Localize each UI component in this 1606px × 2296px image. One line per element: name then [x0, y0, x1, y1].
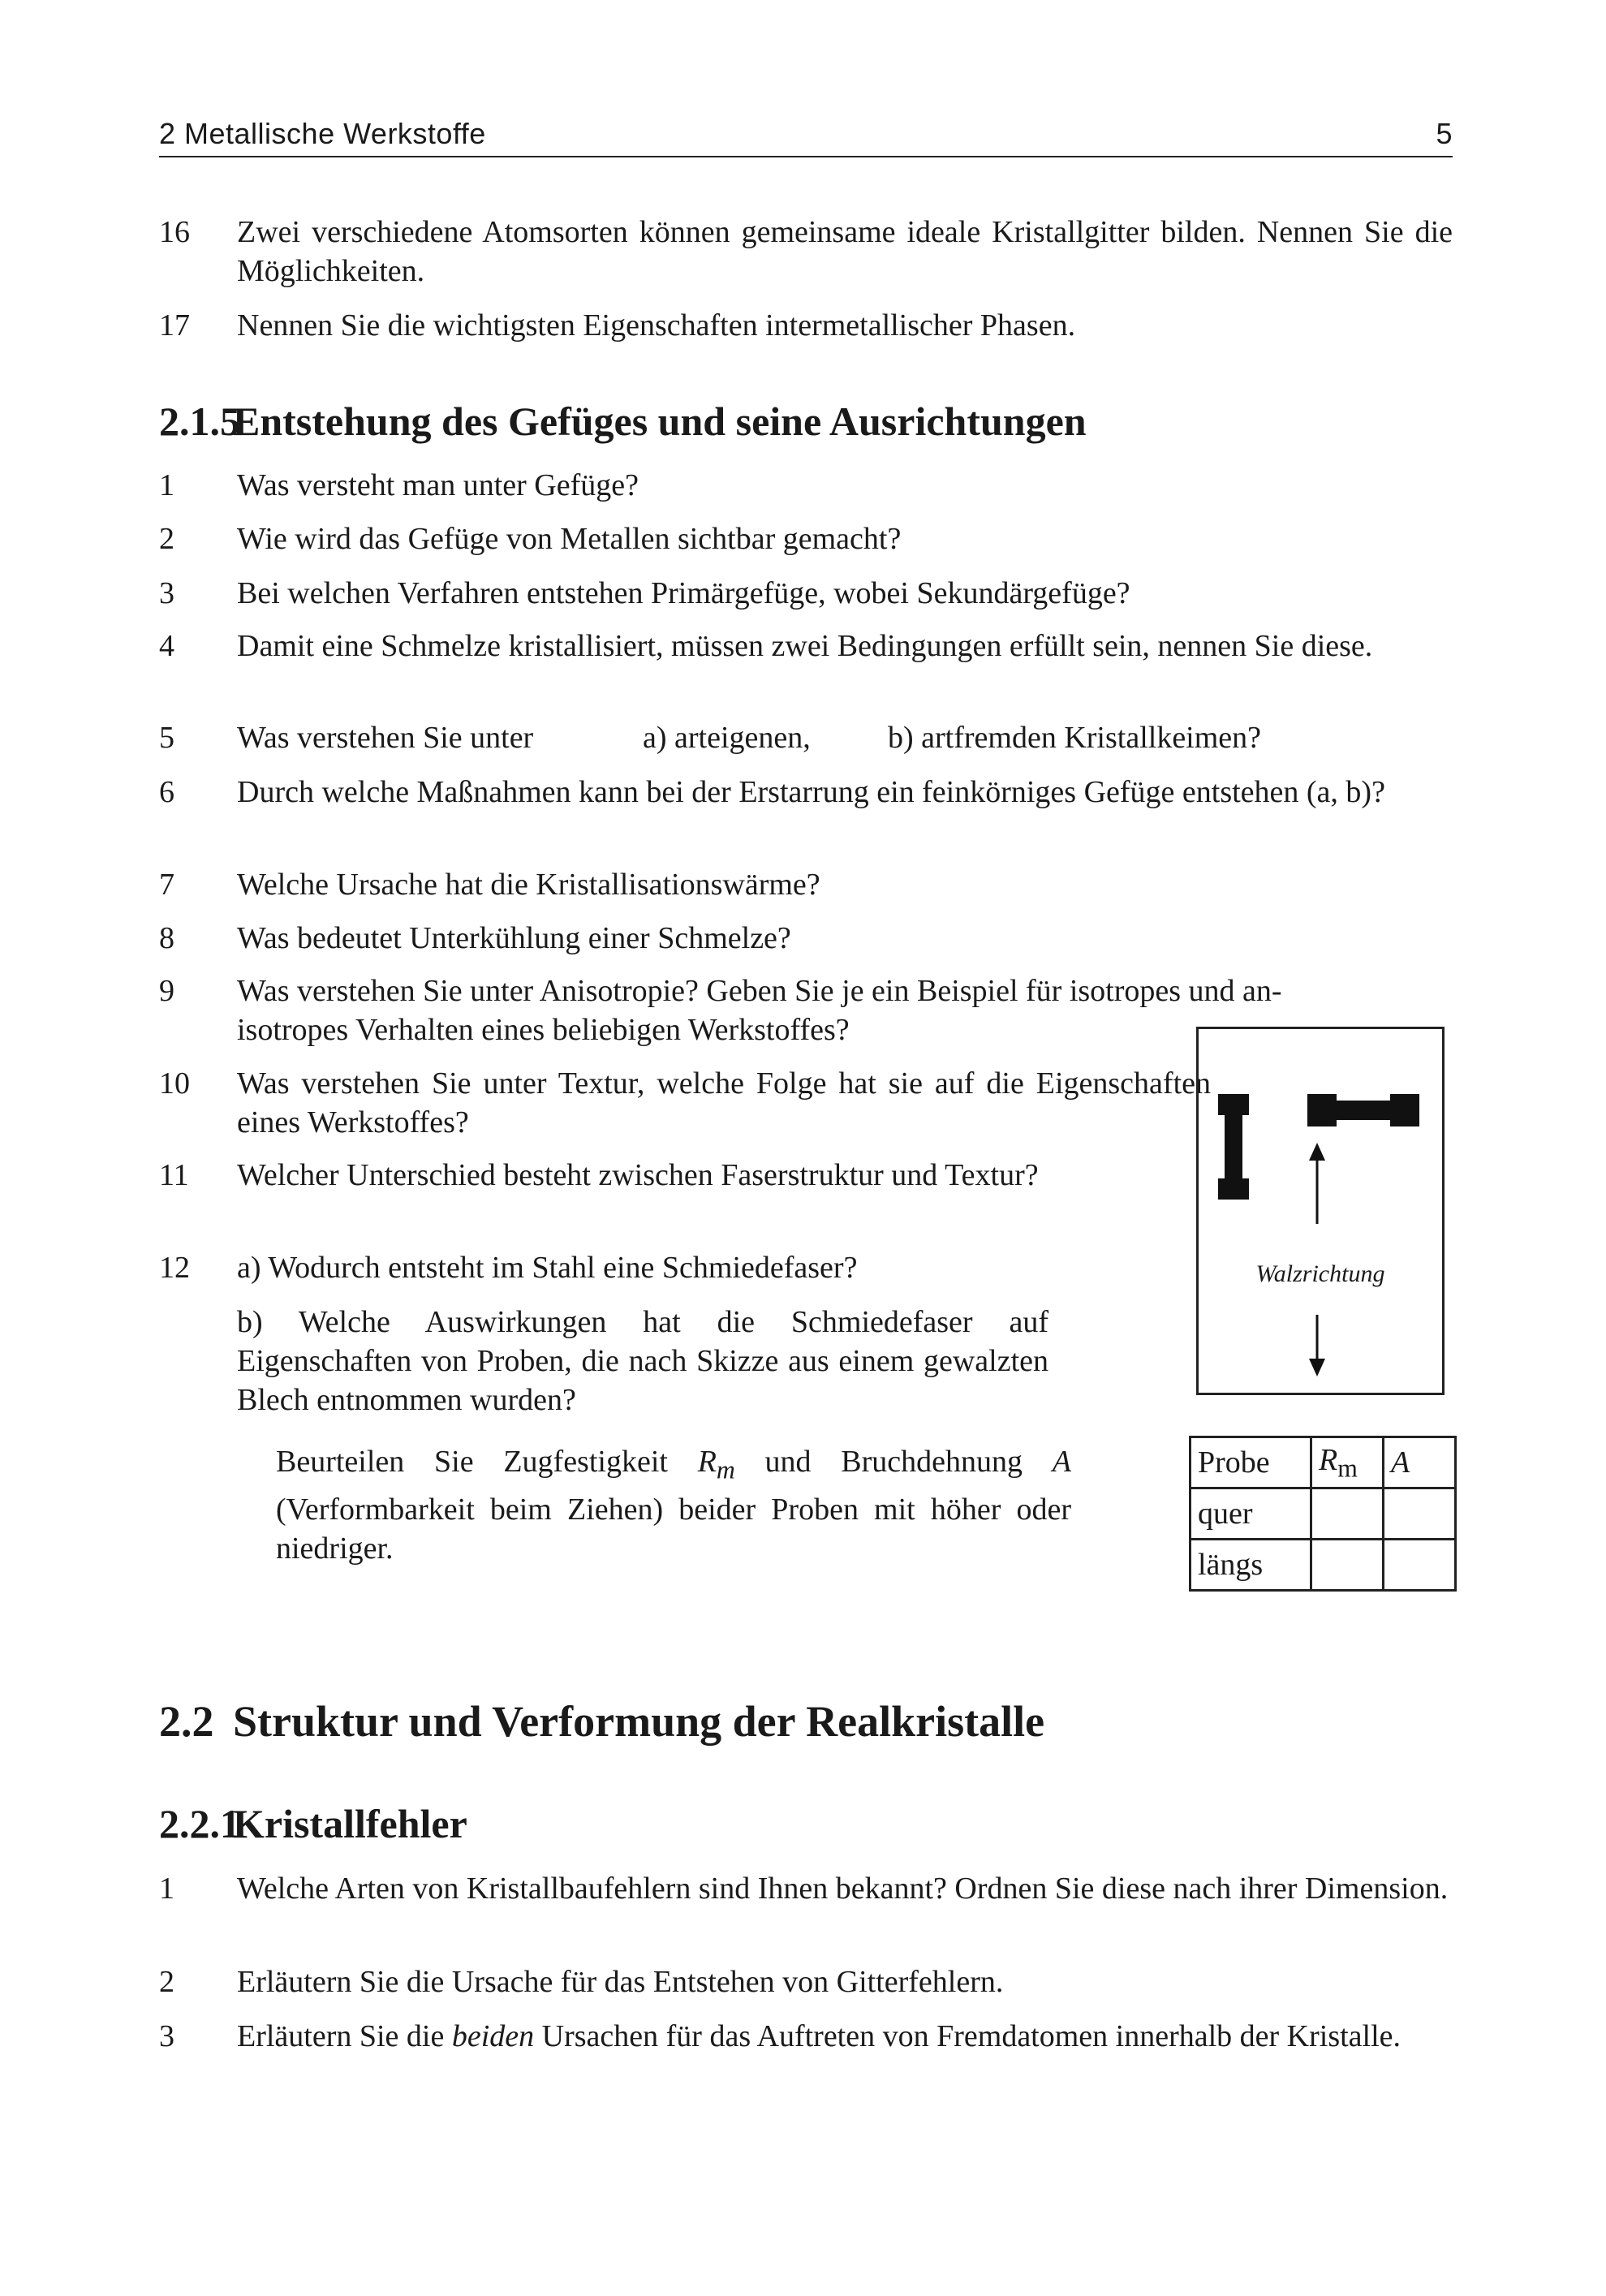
- question-12-b: [237, 1303, 1048, 1419]
- question-text-continued: isotropes Verhalten eines beliebigen Werkstoffes?: [237, 1013, 850, 1047]
- a-symbol: A: [1052, 1445, 1071, 1479]
- section-title: Entstehung des Gefüges und seine Ausrichtungen: [233, 398, 1087, 444]
- section-heading-2-1-5: [159, 398, 1087, 445]
- question-text: Welcher Unterschied besteht zwischen Faserstruktur und Textur?: [237, 1158, 1039, 1192]
- rolling-direction-sketch: [1196, 1027, 1445, 1395]
- question-number: 8: [159, 921, 174, 955]
- question-text: Durch welche Maßnahmen kann bei der Erstarrung ein feinkörniges Gefüge entstehen (a, b)?: [237, 775, 1385, 809]
- question-number: 16: [159, 215, 190, 249]
- arrow-down-icon: [1309, 1359, 1325, 1376]
- question-text: Bei welchen Verfahren entstehen Primärgefüge, wobei Sekundärgefüge?: [237, 576, 1130, 610]
- rm-subscript: m: [1337, 1454, 1358, 1483]
- question-text: Welche Arten von Kristallbaufehlern sind Ihnen bekannt? Ordnen Sie diese nach ihrer Dimension.: [237, 1872, 1449, 1906]
- question-text: Was versteht man unter Gefüge?: [237, 468, 639, 502]
- emphasis: beiden: [451, 2019, 535, 2053]
- question-item: [159, 773, 1453, 851]
- question-12-b-text: b) Welche Auswirkungen hat die Schmiedefaser auf Eigenschaften von Proben, die nach Skizze aus einem gewalzten Blech entnommen wurden?: [237, 1305, 1048, 1417]
- question-number: 2: [159, 1965, 174, 1999]
- question-number: 1: [159, 468, 174, 502]
- vertical-specimen-icon: [1218, 1094, 1249, 1200]
- rm-symbol: R: [1319, 1442, 1338, 1477]
- instruction-text: und Bruchdehnung: [734, 1445, 1053, 1479]
- text-segment: Ursachen für das Auftreten von Fremdatomen innerhalb der Kristalle.: [534, 2019, 1401, 2053]
- question-text: Damit eine Schmelze kristallisiert, müssen zwei Bedingungen erfüllt sein, nennen Sie diese.: [237, 629, 1373, 663]
- chapter-title: 2 Metallische Werkstoffe: [159, 117, 486, 150]
- section-number: 2.2: [159, 1697, 214, 1746]
- question-item: [159, 627, 1453, 704]
- question-text: Nennen Sie die wichtigsten Eigenschaften intermetallischer Phasen.: [237, 308, 1076, 342]
- question-number: 9: [159, 974, 174, 1008]
- question-number: 12: [159, 1251, 190, 1285]
- question-number: 1: [159, 1872, 174, 1906]
- arrow-up-icon: [1309, 1143, 1325, 1161]
- row-label-quer: quer: [1191, 1488, 1311, 1540]
- question-item: [159, 718, 1453, 757]
- instruction-text: Beurteilen Sie Zugfestigkeit: [276, 1445, 698, 1479]
- table-row: [1191, 1540, 1456, 1591]
- cell-quer-rm[interactable]: [1311, 1488, 1384, 1540]
- question-text: Was verstehen Sie unter Anisotropie? Geben Sie je ein Beispiel für isotropes und an-: [237, 974, 1282, 1008]
- question-item: [159, 1962, 1453, 2001]
- question-item: [159, 2017, 1453, 2095]
- question-text: Was verstehen Sie unter Textur, welche Folge hat sie auf die Eigenschaften eines Werkstoffes?: [237, 1066, 1211, 1139]
- horizontal-specimen-icon: [1307, 1094, 1419, 1126]
- question-12-instruction: [276, 1442, 1071, 1568]
- cell-laengs-rm[interactable]: [1311, 1540, 1384, 1591]
- page-number: 5: [1436, 117, 1453, 150]
- section-number: 2.1.5: [159, 398, 240, 444]
- question-number: 6: [159, 775, 174, 809]
- section-heading-2-2: [159, 1696, 1044, 1747]
- question-number: 2: [159, 522, 174, 556]
- question-number: 10: [159, 1066, 190, 1101]
- cell-quer-a[interactable]: [1384, 1488, 1456, 1540]
- table-header-row: [1191, 1437, 1456, 1488]
- question-number: 7: [159, 868, 174, 902]
- question-text: Was bedeutet Unterkühlung einer Schmelze?: [237, 921, 791, 955]
- section-number: 2.2.1: [159, 1801, 240, 1846]
- section-title: Struktur und Verformung der Realkristalle: [233, 1697, 1045, 1746]
- question-text: [237, 2017, 1453, 2056]
- question-number: 5: [159, 721, 174, 755]
- text-segment: Erläutern Sie die: [237, 2019, 452, 2053]
- result-table: [1189, 1436, 1457, 1592]
- question-item: [159, 519, 1453, 558]
- question-text: Wie wird das Gefüge von Metallen sichtbar gemacht?: [237, 522, 902, 556]
- a-symbol: A: [1391, 1445, 1410, 1480]
- question-item: [159, 1869, 1453, 1947]
- running-head: [159, 115, 1453, 157]
- option-a: a) arteigenen,: [643, 721, 811, 755]
- rolling-direction-caption: Walzrichtung: [1255, 1260, 1385, 1287]
- rm-subscript: m: [716, 1455, 735, 1484]
- question-16: [159, 213, 1453, 291]
- cell-laengs-a[interactable]: [1384, 1540, 1456, 1591]
- question-item: [159, 919, 1453, 958]
- question-number: 11: [159, 1158, 189, 1192]
- option-b: b) artfremden Kristallkeimen?: [888, 721, 1262, 755]
- row-label-laengs: längs: [1191, 1540, 1311, 1591]
- question-number: 3: [159, 2019, 174, 2053]
- table-row: [1191, 1488, 1456, 1540]
- question-text: Was verstehen Sie unter: [237, 721, 534, 755]
- rm-symbol: R: [697, 1445, 717, 1479]
- instruction-text: (Verformbarkeit beim Ziehen) beider Proben mit höher oder niedriger.: [276, 1492, 1071, 1566]
- header-a: [1384, 1437, 1456, 1488]
- question-number: 3: [159, 576, 174, 610]
- question-item: [159, 865, 1453, 904]
- question-number: 4: [159, 629, 174, 663]
- section-title: Kristallfehler: [233, 1801, 467, 1846]
- question-item: [159, 574, 1453, 613]
- question-text: Welche Ursache hat die Kristallisationswärme?: [237, 868, 820, 902]
- question-17: [159, 306, 1453, 345]
- question-item: [159, 466, 1453, 505]
- question-text: Erläutern Sie die Ursache für das Entstehen von Gitterfehlern.: [237, 1965, 1004, 1999]
- specimen-diagram: [1199, 1029, 1442, 1393]
- question-12-a: a) Wodurch entsteht im Stahl eine Schmiedefaser?: [237, 1251, 858, 1285]
- section-heading-2-2-1: [159, 1800, 467, 1847]
- question-text: Zwei verschiedene Atomsorten können gemeinsame ideale Kristallgitter bilden. Nennen Sie die Möglichkeiten.: [237, 215, 1453, 288]
- header-probe: Probe: [1191, 1437, 1311, 1488]
- header-rm: [1311, 1437, 1384, 1488]
- question-number: 17: [159, 308, 190, 342]
